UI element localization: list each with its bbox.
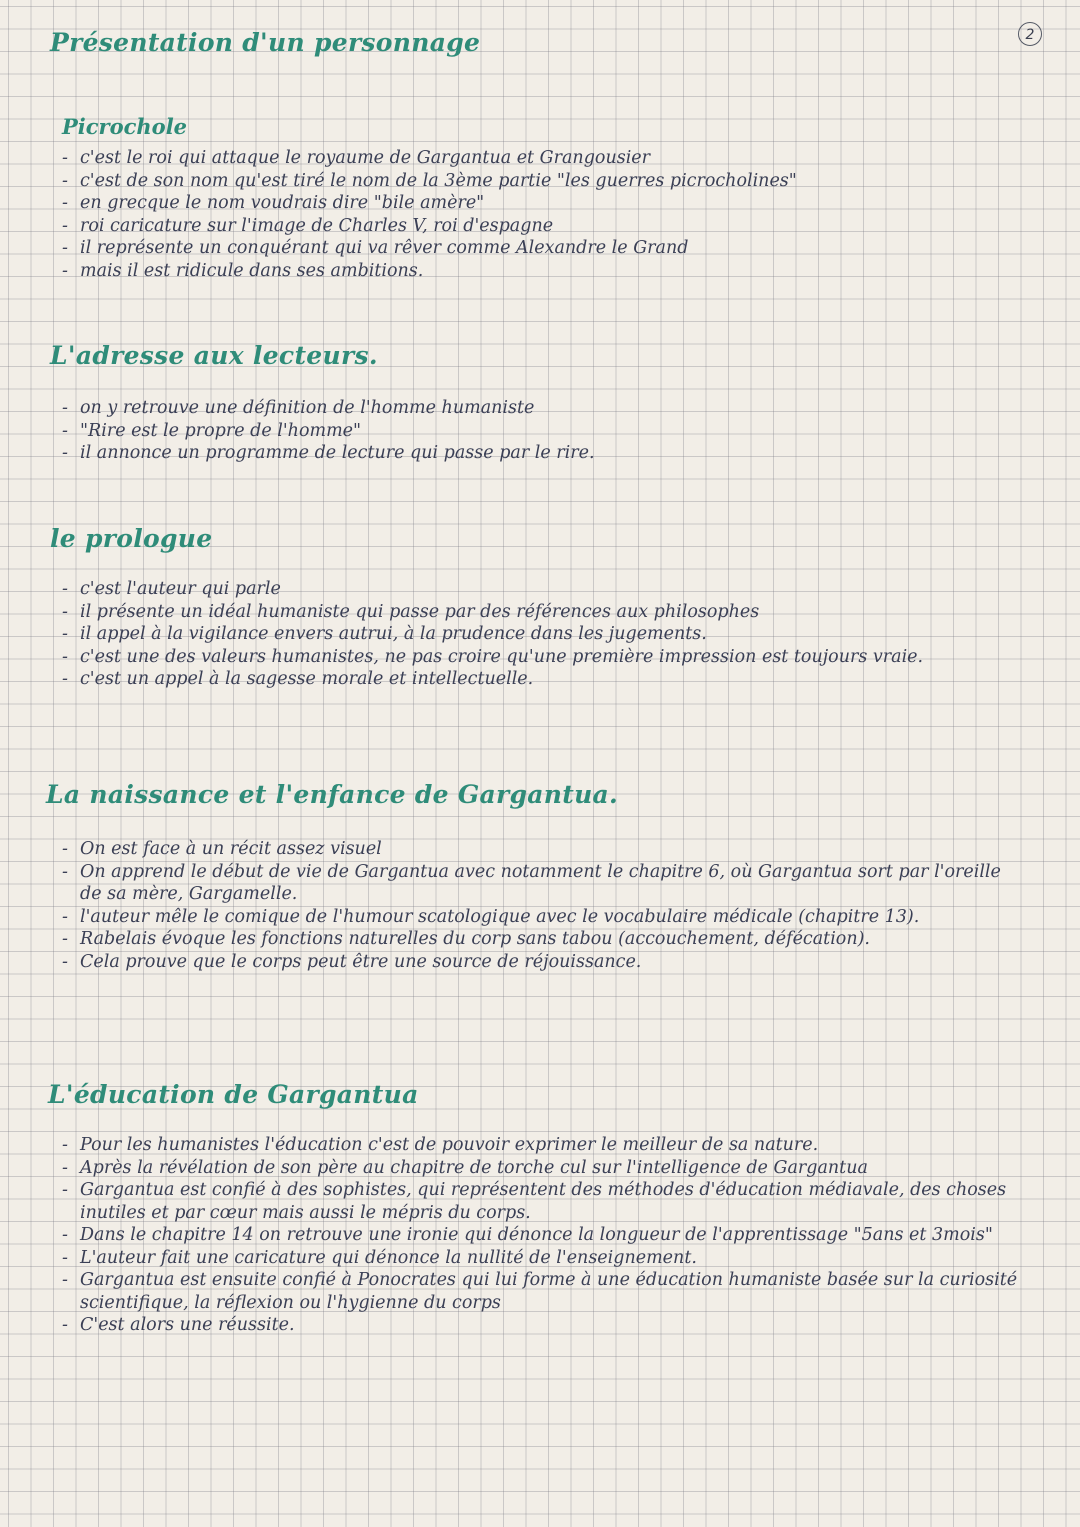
section-title-education: L'éducation de Gargantua [48, 1080, 419, 1109]
section-list-adresse [62, 397, 1022, 465]
list-item: - en grecque le nom voudrais dire "bile amère" [62, 192, 1022, 215]
section-title-prologue: le prologue [50, 524, 213, 553]
section-title-adresse: L'adresse aux lecteurs. [50, 341, 378, 370]
list-item: - L'auteur fait une caricature qui dénonce la nullité de l'enseignement. [62, 1247, 1047, 1270]
list-item: - c'est un appel à la sagesse morale et intellectuelle. [62, 668, 1047, 691]
list-item: - Cela prouve que le corps peut être une source de réjouissance. [62, 951, 1027, 974]
list-item: - Gargantua est ensuite confié à Ponocrates qui lui forme à une éducation humaniste basée sur la curiosité scientifique, la réflexion ou l'hygienne du corps [62, 1269, 1047, 1314]
page-number: 2 [1018, 22, 1042, 46]
list-item: - Dans le chapitre 14 on retrouve une ironie qui dénonce la longueur de l'apprentissage "5ans et 3mois" [62, 1224, 1047, 1247]
list-item: - mais il est ridicule dans ses ambitions. [62, 260, 1022, 283]
section-subtitle-picrochole: Picrochole [62, 114, 188, 139]
list-item: - On apprend le début de vie de Gargantua avec notamment le chapitre 6, où Gargantua sort par l'oreille de sa mère, Gargamelle. [62, 861, 1027, 906]
list-item: - il annonce un programme de lecture qui passe par le rire. [62, 442, 1022, 465]
list-item: - on y retrouve une définition de l'homme humaniste [62, 397, 1022, 420]
list-item: - Gargantua est confié à des sophistes, qui représentent des méthodes d'éducation médiavale, des choses inutiles et par cœur mais aussi le mépris du corps. [62, 1179, 1047, 1224]
list-item: - c'est une des valeurs humanistes, ne pas croire qu'une première impression est toujours vraie. [62, 646, 1047, 669]
list-item: - roi caricature sur l'image de Charles V, roi d'espagne [62, 215, 1022, 238]
list-item: - c'est l'auteur qui parle [62, 578, 1047, 601]
list-item: - il appel à la vigilance envers autrui, à la prudence dans les jugements. [62, 623, 1047, 646]
section-list-prologue [62, 578, 1047, 691]
section-title-naissance: La naissance et l'enfance de Gargantua. [46, 780, 619, 809]
section-list-education [62, 1134, 1047, 1337]
section-title-presentation: Présentation d'un personnage [50, 28, 481, 57]
list-item: - il présente un idéal humaniste qui passe par des références aux philosophes [62, 601, 1047, 624]
section-list-naissance [62, 838, 1027, 973]
list-item: - C'est alors une réussite. [62, 1314, 1047, 1337]
list-item: - "Rire est le propre de l'homme" [62, 420, 1022, 443]
list-item: - Rabelais évoque les fonctions naturelles du corp sans tabou (accouchement, défécation). [62, 928, 1027, 951]
list-item: - On est face à un récit assez visuel [62, 838, 1027, 861]
list-item: - il représente un conquérant qui va rêver comme Alexandre le Grand [62, 237, 1022, 260]
list-item: - c'est de son nom qu'est tiré le nom de la 3ème partie "les guerres picrocholines" [62, 170, 1022, 193]
list-item: - l'auteur mêle le comique de l'humour scatologique avec le vocabulaire médicale (chapitre 13). [62, 906, 1027, 929]
list-item: - c'est le roi qui attaque le royaume de Gargantua et Grangousier [62, 147, 1022, 170]
list-item: - Après la révélation de son père au chapitre de torche cul sur l'intelligence de Gargantua [62, 1157, 1047, 1180]
list-item: - Pour les humanistes l'éducation c'est de pouvoir exprimer le meilleur de sa nature. [62, 1134, 1047, 1157]
section-list-presentation [62, 147, 1022, 282]
